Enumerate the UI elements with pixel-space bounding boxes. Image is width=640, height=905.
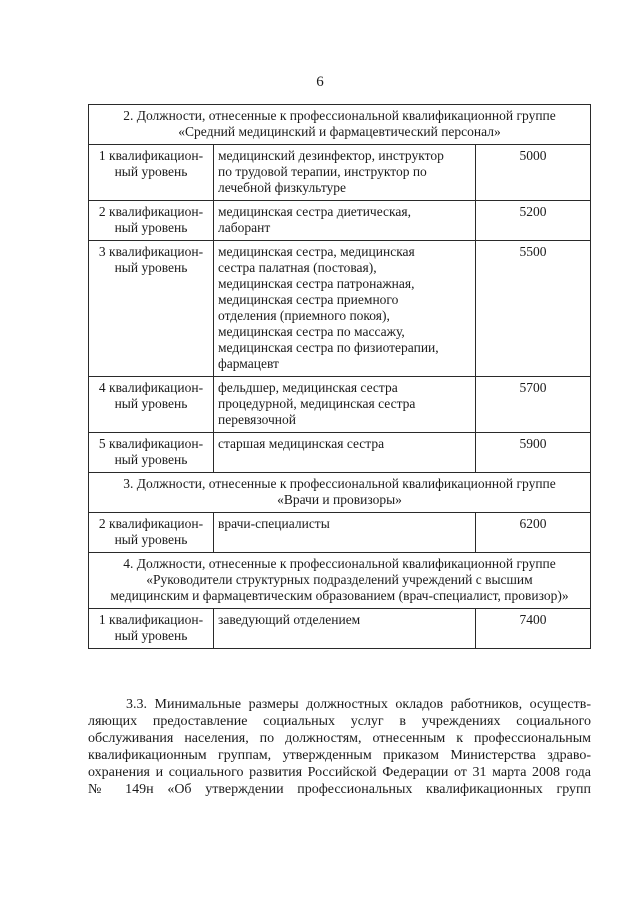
table-row xyxy=(89,241,591,377)
salary-cell: 6200 xyxy=(476,513,591,553)
position-line: отделения (приемного покоя), xyxy=(218,308,390,323)
qualification-level-line: 2 квалификацион- xyxy=(98,204,204,219)
table-row xyxy=(89,433,591,473)
qualification-level-line: 5 квалификацион- xyxy=(98,436,204,451)
position-line: медицинская сестра по массажу, xyxy=(218,324,405,339)
group-header-line: 4. Должности, отнесенные к профессиональной квалификационной группе xyxy=(123,556,556,571)
qualification-level-line: ный уровень xyxy=(114,220,188,235)
qualification-level-cell xyxy=(89,513,214,553)
position-line: медицинская сестра приемного xyxy=(218,292,399,307)
position-line: фармацевт xyxy=(218,356,279,371)
group-header-row xyxy=(89,553,591,609)
positions-cell xyxy=(214,377,476,433)
qualification-level-line: 4 квалификацион- xyxy=(98,380,204,395)
position-line: медицинская сестра по физиотерапии, xyxy=(218,340,439,355)
paragraph-line: ляющих предоставление социальных услуг в учреждениях социального xyxy=(88,714,591,729)
position-line: перевязочной xyxy=(218,412,297,427)
group-header-line: медицинским и фармацевтическим образованием (врач-специалист, провизор)» xyxy=(110,588,569,603)
qualification-level-cell xyxy=(89,433,214,473)
positions-cell xyxy=(214,609,476,649)
position-line: по трудовой терапии, инструктор по xyxy=(218,164,427,179)
qualification-level-line: ный уровень xyxy=(114,452,188,467)
qualification-level-cell xyxy=(89,145,214,201)
qualification-level-line: ный уровень xyxy=(114,164,188,179)
page-number: 6 xyxy=(316,74,324,90)
group-header xyxy=(89,105,591,145)
positions-cell xyxy=(214,145,476,201)
group-header-line: «Руководители структурных подразделений учреждений с высшим xyxy=(146,572,533,587)
paragraph-line: охранения и социального развития Российской Федерации от 31 марта 2008 года xyxy=(88,765,591,780)
group-header-row xyxy=(89,473,591,513)
group-header-line: «Средний медицинский и фармацевтический персонал» xyxy=(178,124,501,139)
paragraph-line: № 149н «Об утверждении профессиональных квалификационных групп xyxy=(88,782,591,797)
table-row xyxy=(89,377,591,433)
group-header-row xyxy=(89,105,591,145)
qualification-level-line: ный уровень xyxy=(114,260,188,275)
qualification-level-line: ный уровень xyxy=(114,396,188,411)
position-line: медицинская сестра, медицинская xyxy=(218,244,415,259)
salary-table xyxy=(88,104,591,649)
qualification-level-cell xyxy=(89,241,214,377)
qualification-level-cell xyxy=(89,609,214,649)
positions-cell xyxy=(214,433,476,473)
position-line: врачи-специалисты xyxy=(218,516,330,531)
qualification-level-cell xyxy=(89,201,214,241)
positions-cell xyxy=(214,513,476,553)
table-row xyxy=(89,201,591,241)
position-line: фельдшер, медицинская сестра xyxy=(218,380,398,395)
position-line: медицинский дезинфектор, инструктор xyxy=(218,148,444,163)
position-line: медицинская сестра диетическая, xyxy=(218,204,411,219)
salary-cell: 5000 xyxy=(476,145,591,201)
paragraph-3-3 xyxy=(88,696,591,798)
group-header xyxy=(89,473,591,513)
positions-cell xyxy=(214,241,476,377)
paragraph-line: квалификационным группам, утвержденным приказом Министерства здраво- xyxy=(88,748,591,763)
salary-cell: 5500 xyxy=(476,241,591,377)
qualification-level-line: 3 квалификацион- xyxy=(98,244,204,259)
position-line: старшая медицинская сестра xyxy=(218,436,385,451)
qualification-level-line: 2 квалификацион- xyxy=(98,516,204,531)
group-header-line: 3. Должности, отнесенные к профессиональной квалификационной группе xyxy=(123,476,556,491)
qualification-level-line: ный уровень xyxy=(114,628,188,643)
qualification-level-line: 1 квалификацион- xyxy=(98,148,204,163)
qualification-level-cell xyxy=(89,377,214,433)
table-row xyxy=(89,513,591,553)
paragraph-line: обслуживания населения, по должностям, отнесенным к профессиональным xyxy=(88,731,591,746)
qualification-level-line: 1 квалификацион- xyxy=(98,612,204,627)
position-line: процедурной, медицинская сестра xyxy=(218,396,416,411)
position-line: лечебной физкультуре xyxy=(218,180,347,195)
table-row xyxy=(89,145,591,201)
positions-cell xyxy=(214,201,476,241)
group-header-line: 2. Должности, отнесенные к профессиональной квалификационной группе xyxy=(123,108,556,123)
position-line: медицинская сестра патронажная, xyxy=(218,276,415,291)
position-line: сестра палатная (постовая), xyxy=(218,260,377,275)
position-line: заведующий отделением xyxy=(218,612,361,627)
salary-cell: 5200 xyxy=(476,201,591,241)
group-header-line: «Врачи и провизоры» xyxy=(277,492,402,507)
salary-cell: 5700 xyxy=(476,377,591,433)
salary-cell: 7400 xyxy=(476,609,591,649)
table-row xyxy=(89,609,591,649)
paragraph-line: 3.3. Минимальные размеры должностных окладов работников, осуществ- xyxy=(126,697,591,712)
group-header xyxy=(89,553,591,609)
salary-cell: 5900 xyxy=(476,433,591,473)
position-line: лаборант xyxy=(218,220,271,235)
qualification-level-line: ный уровень xyxy=(114,532,188,547)
